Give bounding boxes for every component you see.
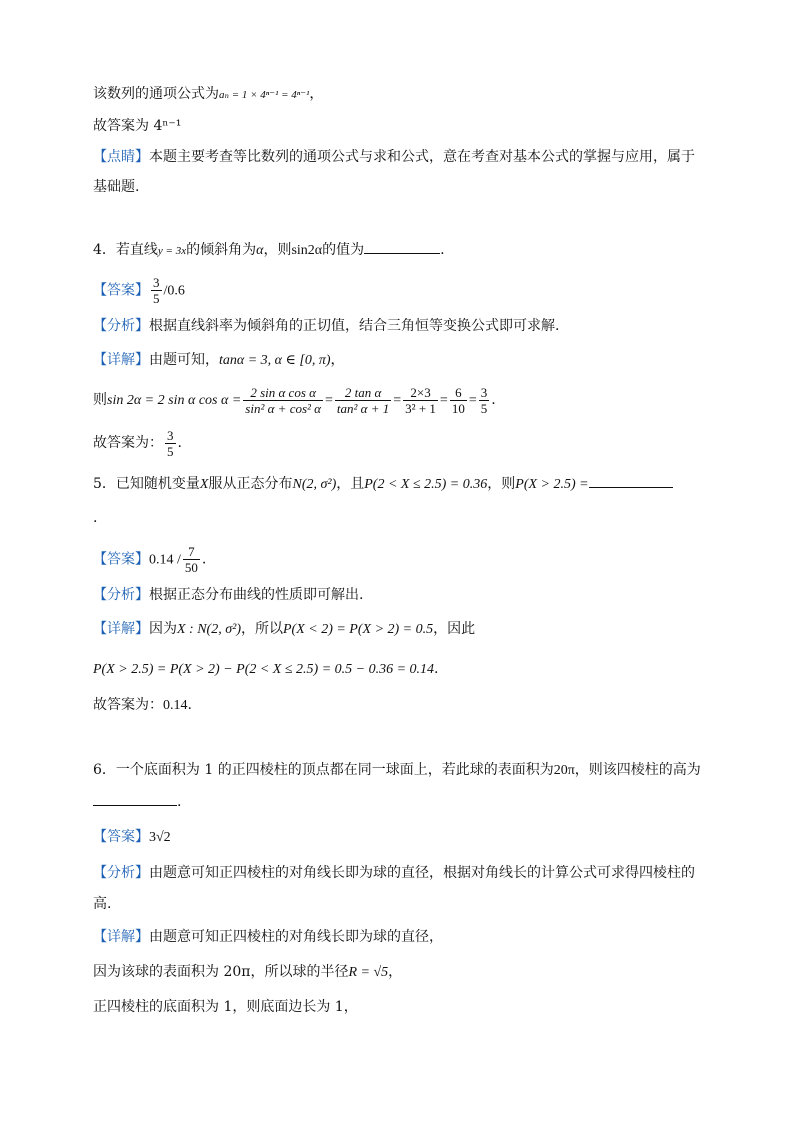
- general-term-suffix: ，: [309, 86, 324, 102]
- numerator: 3: [167, 427, 174, 443]
- detail-end: ，: [330, 352, 345, 368]
- q4-sin2alpha: sin2α: [291, 243, 323, 258]
- q4-stem-text: ，则: [263, 242, 292, 258]
- answer-tag: 【答案】: [93, 829, 149, 845]
- q3-comment-line-2: 基础题.: [93, 179, 140, 195]
- q4-answer-alt: /0.6: [163, 283, 185, 299]
- q5-normal-distribution: N(2, σ²): [292, 477, 337, 492]
- final-prefix: 故答案为：: [93, 697, 163, 713]
- answer-tag: 【答案】: [93, 282, 149, 299]
- detail-tag: 【详解】: [93, 352, 149, 368]
- q6-stem-text: 6．一个底面积为 1 的正四棱柱的顶点都在同一球面上，若此球的表面积为: [93, 762, 554, 778]
- detail-tag: 【详解】: [93, 621, 149, 637]
- answer-end: .: [201, 551, 207, 568]
- denominator: sin² α + cos² α: [245, 400, 321, 416]
- q5-probability-asked: P(X > 2.5) =: [515, 477, 589, 492]
- denominator: 3² + 1: [405, 400, 436, 416]
- numerator: 7: [183, 544, 200, 560]
- analysis-text: 由题意可知正四棱柱的对角线长即为球的直径，根据对角线长的计算公式可求得四棱柱的: [149, 865, 695, 881]
- analysis-text: 根据直线斜率为倾斜角的正切值，结合三角恒等变换公式即可求解.: [149, 318, 560, 334]
- answer-blank: [364, 241, 440, 254]
- q5-stem-text: ，则: [487, 476, 516, 492]
- q4-final: [93, 427, 182, 459]
- numerator: 2×3: [403, 385, 438, 401]
- q5-stem-end: .: [93, 510, 98, 526]
- q4-stem-text: 的倾斜角为: [186, 242, 257, 258]
- calc-fraction-4: [450, 385, 467, 416]
- calc-lhs: sin 2α = 2 sin α cos α =: [107, 393, 242, 408]
- calc-prefix: 则: [93, 392, 107, 408]
- q5-stem: [93, 474, 673, 495]
- q4-stem-text: 4．若直线: [93, 242, 158, 258]
- q5-stem-text: 5．已知随机变量: [93, 476, 200, 492]
- denominator: 5: [167, 443, 174, 459]
- detail-tag: 【详解】: [93, 929, 149, 945]
- calc-fraction-3: [403, 385, 438, 416]
- q5-symmetry-formula: P(X < 2) = P(X > 2) = 0.5: [282, 622, 434, 637]
- q3-comment-line: [93, 147, 695, 167]
- detail-text: ，所以: [240, 621, 283, 637]
- q5-variable-x: X: [199, 477, 209, 492]
- q6-stem-end: .: [177, 794, 182, 810]
- q4-stem: [93, 240, 445, 261]
- general-term-prefix: 该数列的通项公式为: [93, 86, 219, 102]
- q5-answer-fraction: [183, 544, 200, 575]
- q5-calc-formula: P(X > 2.5) = P(X > 2) − P(2 < X ≤ 2.5) = 0.5 − 0.36 = 0.14: [93, 662, 435, 677]
- final-end: .: [187, 697, 192, 713]
- numerator: 3: [480, 384, 488, 400]
- q5-stem-text: 服从正态分布: [208, 476, 293, 492]
- detail-text: 因为该球的表面积为 20π，所以球的半径: [93, 964, 349, 980]
- detail-text: 因为: [149, 621, 177, 637]
- q5-answer-value: 0.14 /: [149, 552, 181, 568]
- denominator: 5: [480, 400, 488, 416]
- q4-answer: [93, 275, 185, 306]
- q4-calculation: 则sin 2α = 2 sin α cos α = $\frac{\text{2 sin α cos α}}{\text{sin² α + cos² α}}$ = $\frac{\text{2 tan α}}{\text{tan² α + 1}}$ = $\frac{2\times 3}{\text{3² + 1}}$ = $\frac{6}{10}$ = $\frac{3}{5}$ .: [93, 384, 496, 416]
- detail-text: 由题意可知正四棱柱的对角线长即为球的直径，: [149, 929, 443, 945]
- denominator: 50: [184, 560, 198, 575]
- q5-probability-given: P(2 < X ≤ 2.5) = 0.36: [364, 477, 488, 492]
- q6-stem-text: ，则该四棱柱的高为: [574, 762, 701, 778]
- answer-blank: [93, 793, 177, 806]
- analysis-tag: 【分析】: [93, 318, 149, 334]
- analysis-tag: 【分析】: [93, 587, 149, 603]
- q4-detail: [93, 350, 345, 371]
- detail-text: 由题可知，: [149, 352, 219, 368]
- denominator: tan² α + 1: [336, 400, 390, 416]
- general-term-line: [93, 84, 323, 105]
- numerator: 2 sin α cos α: [243, 385, 323, 401]
- q6-detail-line-3: 正四棱柱的底面积为 1，则底面边长为 1，: [93, 999, 358, 1015]
- numerator: 6: [450, 385, 467, 401]
- denominator: 10: [451, 400, 465, 416]
- q4-stem-end: .: [440, 242, 445, 258]
- q5-detail: [93, 619, 475, 640]
- numerator: 3: [153, 275, 160, 290]
- q5-stem-text: ，且: [336, 476, 365, 492]
- q4-tan-formula: tanα = 3, α ∈ [0, π): [219, 353, 331, 368]
- q6-analysis-line-2: 高.: [93, 896, 112, 912]
- q6-analysis: [93, 863, 695, 883]
- q6-detail: [93, 927, 443, 947]
- final-value: 0.14: [163, 698, 188, 713]
- q6-surface-area: 20π: [553, 763, 575, 778]
- calc-fraction-5: [479, 385, 490, 416]
- analysis-tag: 【分析】: [93, 865, 149, 881]
- q5-analysis: [93, 585, 363, 605]
- denominator: 5: [153, 291, 160, 306]
- final-prefix: 故答案为：: [93, 435, 163, 451]
- q3-answer-line: 故答案为 4ⁿ⁻¹: [93, 118, 182, 134]
- detail-end: .: [434, 661, 439, 677]
- detail-end: ，: [388, 964, 403, 980]
- final-end: .: [177, 435, 182, 451]
- q4-final-fraction: [165, 428, 176, 459]
- q6-radius-formula: R = √5: [348, 965, 389, 980]
- answer-tag: 【答案】: [93, 551, 149, 568]
- answer-blank: [589, 475, 673, 488]
- calc-end: .: [491, 392, 496, 408]
- q4-line-equation: y = 3x: [157, 245, 187, 257]
- q6-stem: [93, 760, 701, 781]
- analysis-text: 根据正态分布曲线的性质即可解出.: [149, 587, 364, 603]
- q6-stem-line-2: [93, 792, 181, 812]
- q4-stem-text: 的值为: [322, 242, 365, 258]
- q4-answer-fraction: [151, 275, 162, 306]
- detail-text: ，因此: [433, 621, 476, 637]
- q5-final: [93, 695, 192, 716]
- general-term-formula: aₙ = 1 × 4ⁿ⁻¹ = 4ⁿ⁻¹: [219, 89, 310, 101]
- q6-answer: [93, 827, 171, 848]
- numerator: 2 tan α: [335, 385, 391, 401]
- q6-answer-value: 3√2: [149, 830, 171, 845]
- q4-alpha: α: [256, 243, 264, 258]
- q5-detail-calc: [93, 659, 439, 680]
- calc-fraction-2: [335, 385, 391, 416]
- comment-text: 本题主要考查等比数列的通项公式与求和公式，意在考查对基本公式的掌握与应用，属于: [149, 149, 695, 165]
- q6-detail-line-2: [93, 962, 402, 983]
- calc-fraction-1: [243, 385, 323, 416]
- q5-answer: [93, 544, 206, 576]
- q5-distribution-formula: X : N(2, σ²): [177, 622, 241, 637]
- comment-tag: 【点睛】: [93, 149, 149, 165]
- q4-analysis: [93, 316, 559, 336]
